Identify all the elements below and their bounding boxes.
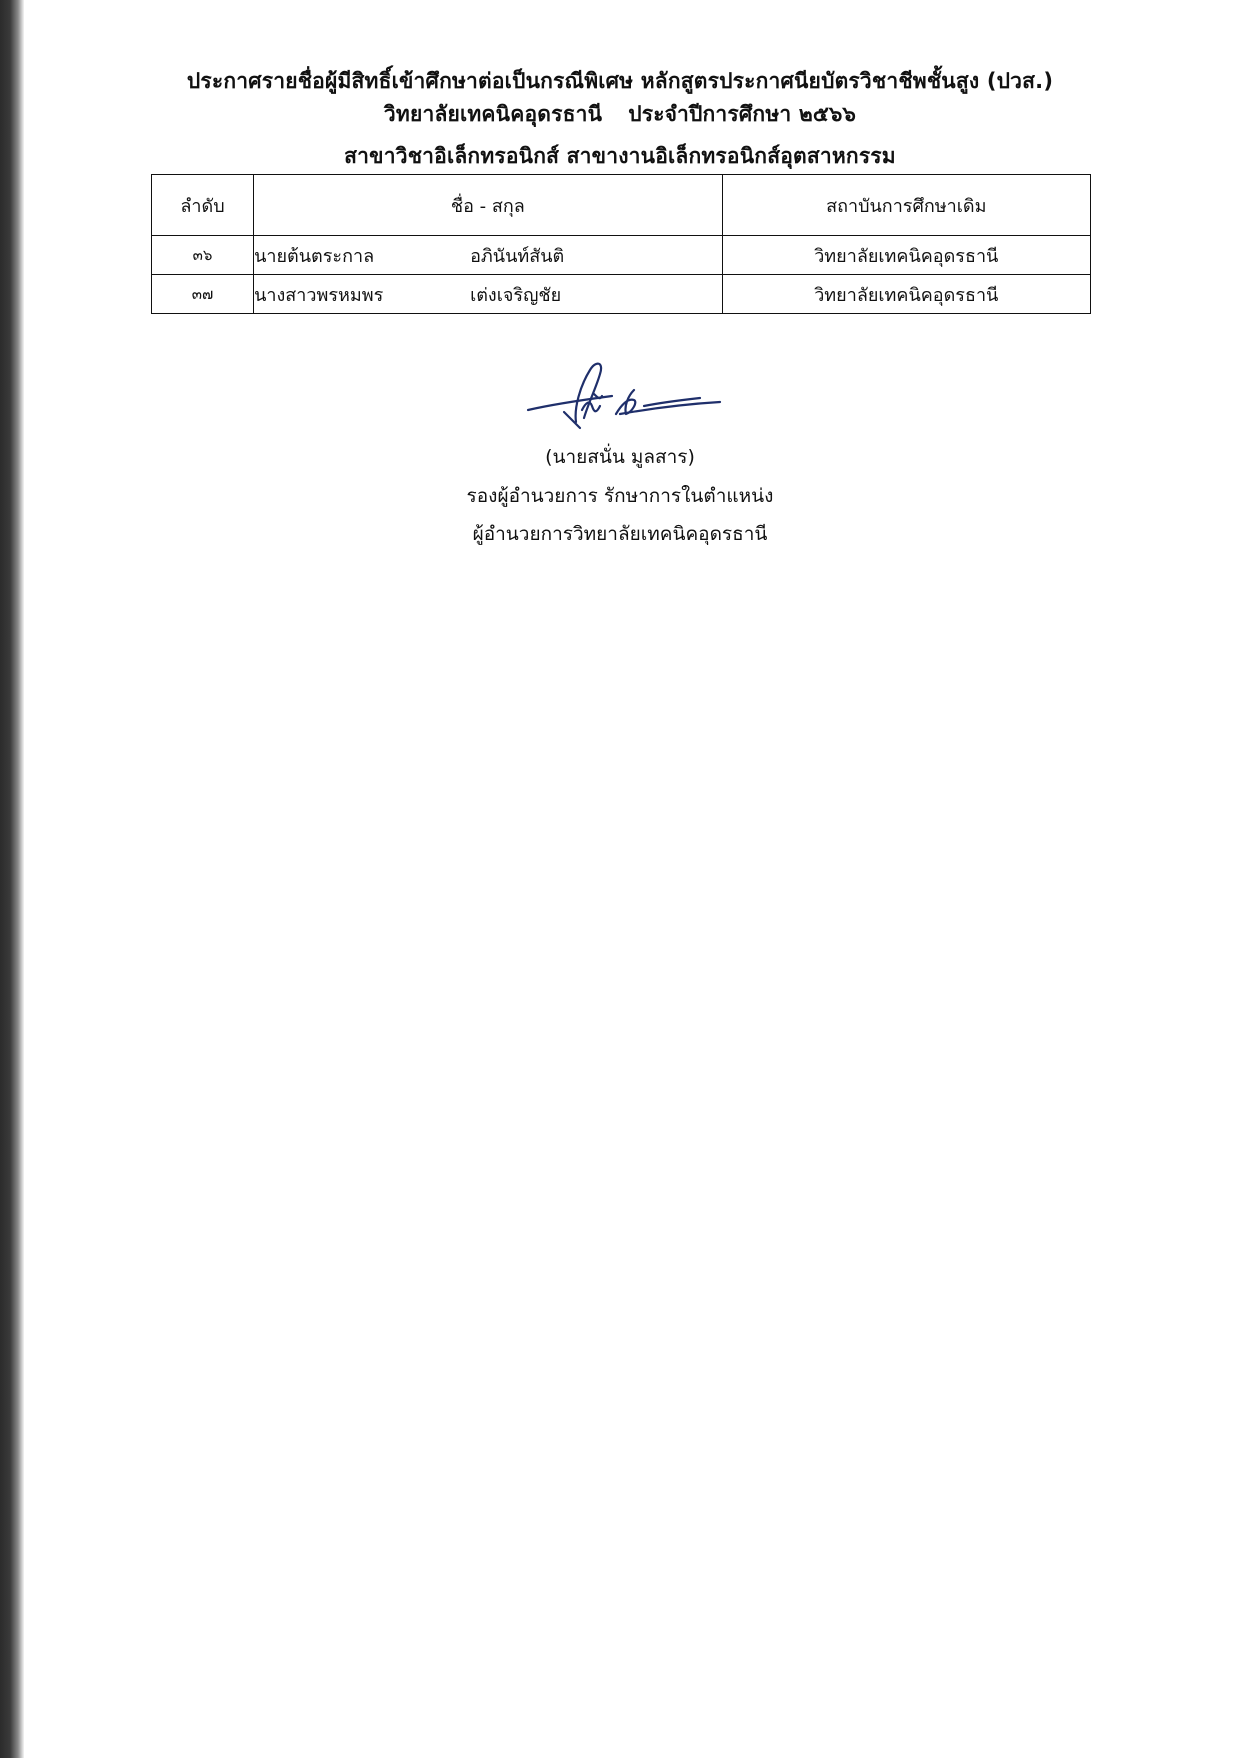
college-name: วิทยาลัยเทคนิคอุดรธานี: [383, 102, 603, 126]
row-name: [254, 275, 722, 314]
header-name: ชื่อ - สกุล: [254, 175, 722, 236]
table-row: [152, 236, 1091, 275]
header-no: ลำดับ: [152, 175, 254, 236]
row-last-name: อภินันท์สันติ: [470, 245, 565, 267]
table-row: [152, 275, 1091, 314]
row-no: ๓๗: [152, 275, 254, 314]
row-name: [254, 236, 722, 275]
table-header-row: [152, 175, 1091, 236]
scan-edge-shadow: [0, 0, 24, 1758]
announcement-title: ประกาศรายชื่อผู้มีสิทธิ์เข้าศึกษาต่อเป็นกรณีพิเศษ หลักสูตรประกาศนียบัตรวิชาชีพชั้นสูง (ปวส.): [186, 69, 1054, 93]
academic-year: ประจำปีการศึกษา ๒๕๖๖: [628, 102, 857, 126]
announcement-subtitle: [0, 99, 1240, 129]
row-last-name: เต่งเจริญชัย: [470, 284, 562, 306]
signatory-name: (นายสนั่น มูลสาร): [545, 446, 695, 468]
row-institution: วิทยาลัยเทคนิคอุดรธานี: [722, 236, 1090, 275]
signatory-organization: ผู้อำนวยการวิทยาลัยเทคนิคอุดรธานี: [472, 523, 768, 545]
signatory-position: รองผู้อำนวยการ รักษาการในตำแหน่ง: [466, 485, 774, 507]
row-first-name: นายต้นตระกาล: [254, 245, 375, 267]
header-institution: สถาบันการศึกษาเดิม: [722, 175, 1090, 236]
department-name: สาขาวิชาอิเล็กทรอนิกส์ สาขางานอิเล็กทรอนิกส์อุตสาหกรรม: [344, 144, 896, 168]
applicant-table: [151, 174, 1091, 314]
row-institution: วิทยาลัยเทคนิคอุดรธานี: [722, 275, 1090, 314]
row-first-name: นางสาวพรหมพร: [254, 284, 384, 306]
row-no: ๓๖: [152, 236, 254, 275]
handwritten-signature: [524, 356, 724, 440]
